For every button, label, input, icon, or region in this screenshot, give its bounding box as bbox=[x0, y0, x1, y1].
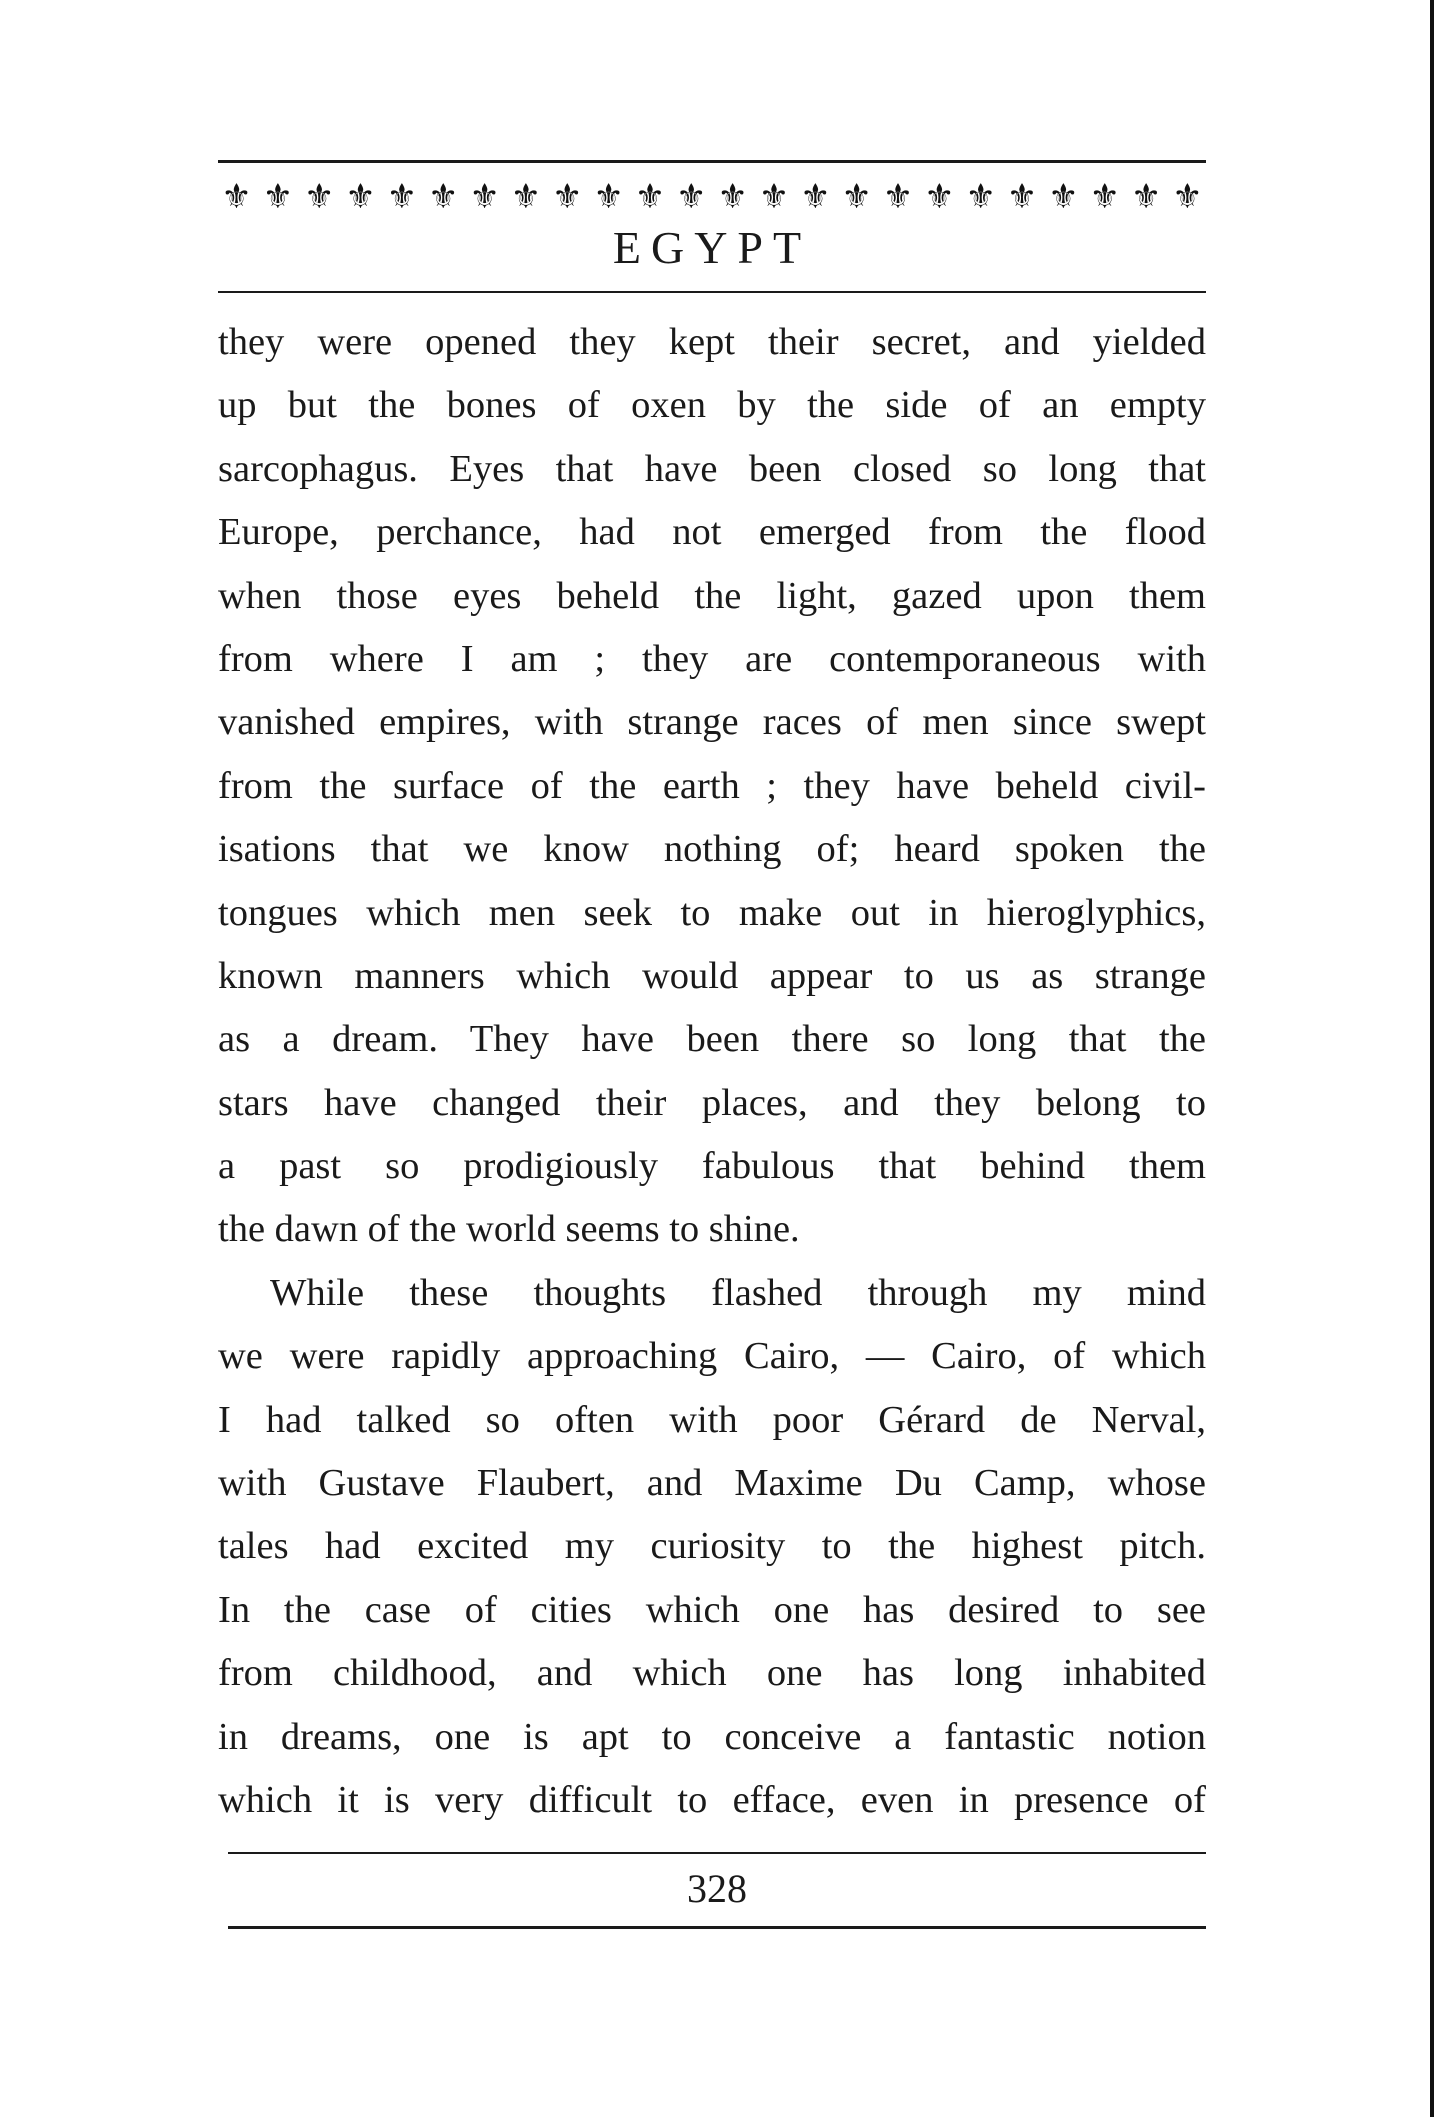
text-line: with Gustave Flaubert, and Maxime Du Camp, whose bbox=[218, 1462, 1206, 1505]
text-line: sarcophagus. Eyes that have been closed so long that bbox=[218, 447, 1206, 490]
text-line: we were rapidly approaching Cairo, — Cairo, of which bbox=[218, 1335, 1206, 1378]
text-line: as a dream. They have been there so long that the bbox=[218, 1018, 1206, 1061]
fleur-de-lis-ornament-band bbox=[218, 177, 1206, 217]
running-title: EGYPT bbox=[612, 222, 812, 273]
fleur-de-lis-icon: ⚜ bbox=[552, 177, 583, 217]
text-line: from where I am ; they are contemporaneous with bbox=[218, 637, 1206, 680]
fleur-de-lis-icon: ⚜ bbox=[386, 177, 418, 217]
fleur-de-lis-icon: ⚜ bbox=[469, 177, 500, 217]
text-line: While these thoughts flashed through my mind bbox=[270, 1271, 1206, 1314]
fleur-de-lis-icon: ⚜ bbox=[1089, 177, 1120, 217]
text-line: stars have changed their places, and they belong to bbox=[218, 1081, 1206, 1124]
text-line: I had talked so often with poor Gérard de Nerval, bbox=[218, 1398, 1206, 1441]
fleur-de-lis-icon: ⚜ bbox=[965, 177, 996, 217]
fleur-de-lis-icon: ⚜ bbox=[262, 177, 294, 217]
fleur-de-lis-icon: ⚜ bbox=[593, 177, 624, 217]
fleur-de-lis-icon: ⚜ bbox=[634, 177, 666, 217]
text-line: from the surface of the earth ; they have beheld civil- bbox=[218, 764, 1206, 807]
header-top-rule bbox=[218, 160, 1206, 163]
book-spine-edge bbox=[1430, 0, 1434, 2117]
text-line: from childhood, and which one has long inhabited bbox=[218, 1652, 1206, 1695]
page-header bbox=[218, 160, 1206, 1832]
fleur-de-lis-icon: ⚜ bbox=[758, 177, 790, 217]
fleur-de-lis-icon: ⚜ bbox=[717, 177, 748, 217]
footer-bottom-rule bbox=[228, 1926, 1206, 1929]
text-line: a past so prodigiously fabulous that behind them bbox=[218, 1145, 1206, 1188]
body-text bbox=[218, 311, 1206, 1832]
fleur-de-lis-icon: ⚜ bbox=[841, 177, 872, 217]
fleur-de-lis-icon: ⚜ bbox=[345, 177, 376, 217]
page-number: 328 bbox=[687, 1866, 747, 1911]
text-line: In the case of cities which one has desired to see bbox=[218, 1588, 1206, 1631]
fleur-de-lis-icon: ⚜ bbox=[221, 177, 252, 217]
text-line: Europe, perchance, had not emerged from the flood bbox=[218, 511, 1206, 554]
text-line: up but the bones of oxen by the side of an empty bbox=[218, 384, 1206, 427]
page-footer bbox=[228, 1852, 1206, 1929]
text-line: tongues which men seek to make out in hieroglyphics, bbox=[218, 891, 1206, 934]
fleur-de-lis-icon: ⚜ bbox=[1172, 177, 1203, 217]
fleur-de-lis-icon: ⚜ bbox=[1048, 177, 1079, 217]
fleur-de-lis-icon: ⚜ bbox=[1006, 177, 1038, 217]
text-line: isations that we know nothing of; heard spoken the bbox=[218, 828, 1206, 871]
text-line: which it is very difficult to efface, even in presence of bbox=[218, 1778, 1206, 1821]
text-line: when those eyes beheld the light, gazed upon them bbox=[218, 574, 1206, 617]
text-line: known manners which would appear to us as strange bbox=[218, 954, 1206, 997]
footer-top-rule bbox=[228, 1852, 1206, 1854]
fleur-de-lis-icon: ⚜ bbox=[303, 177, 335, 217]
text-line: tales had excited my curiosity to the highest pitch. bbox=[218, 1525, 1206, 1568]
text-line: the dawn of the world seems to shine. bbox=[218, 1208, 800, 1251]
text-line: vanished empires, with strange races of men since swept bbox=[218, 701, 1206, 744]
fleur-de-lis-icon: ⚜ bbox=[676, 177, 707, 217]
fleur-de-lis-icon: ⚜ bbox=[882, 177, 914, 217]
fleur-de-lis-icon: ⚜ bbox=[427, 177, 459, 217]
fleur-de-lis-icon: ⚜ bbox=[510, 177, 542, 217]
fleur-de-lis-icon: ⚜ bbox=[800, 177, 831, 217]
text-line: they were opened they kept their secret, and yielded bbox=[218, 321, 1206, 363]
fleur-de-lis-icon: ⚜ bbox=[924, 177, 955, 217]
header-bottom-rule bbox=[218, 291, 1206, 293]
text-line: in dreams, one is apt to conceive a fantastic notion bbox=[218, 1715, 1206, 1758]
fleur-de-lis-icon: ⚜ bbox=[1130, 177, 1162, 217]
